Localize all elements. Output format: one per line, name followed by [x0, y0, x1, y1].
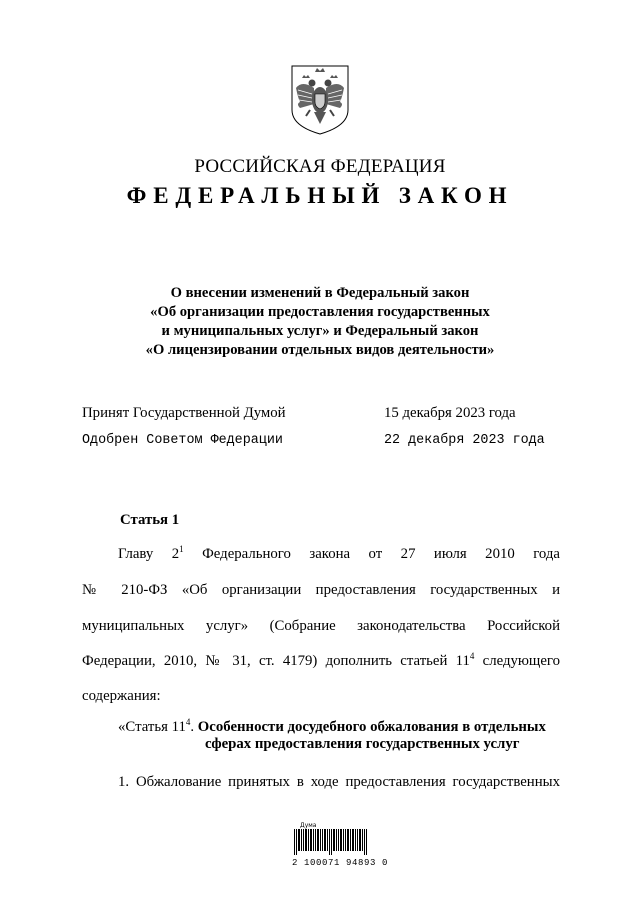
- new-article-title: Особенности досудебного обжалования в отдельных: [197, 719, 546, 735]
- article-text-line: Федерации, 2010, № 31, ст. 4179) дополнить статьей $11^4$ следующего: [82, 651, 560, 669]
- article-text-line: муниципальных услуг» (Собрание законодательства Российской: [82, 618, 560, 634]
- barcode: [292, 822, 389, 868]
- law-title-line: и муниципальных услуг» и Федеральный закон: [161, 323, 479, 339]
- new-article-prefix: «Статья 11: [118, 719, 186, 735]
- council-approval-date: 22 декабря 2023 года: [384, 433, 545, 448]
- barcode-number: 2 100071 94893 0: [292, 858, 389, 868]
- law-title-line: «О лицензировании отдельных видов деятельности»: [145, 342, 495, 358]
- article-text-line: содержания:: [82, 688, 161, 704]
- duma-adoption-label: Принят Государственной Думой: [82, 405, 286, 421]
- country-name: РОССИЙСКАЯ ФЕДЕРАЦИЯ: [194, 156, 446, 177]
- new-article-title: сферах предоставления государственных услуг: [205, 736, 520, 752]
- barcode-caption: Дума: [300, 822, 317, 829]
- point-text-line: 1. Обжалование принятых в ходе предоставления государственных: [118, 774, 560, 790]
- council-approval-label: Одобрен Советом Федерации: [82, 433, 283, 448]
- law-title-line: «Об организации предоставления государственных: [150, 304, 490, 320]
- duma-adoption-date: 15 декабря 2023 года: [384, 405, 516, 421]
- law-title-line: О внесении изменений в Федеральный закон: [170, 285, 470, 301]
- article-text-line: № 210-ФЗ «Об организации предоставления государственных и: [82, 582, 560, 598]
- barcode-icon: [292, 829, 372, 855]
- coat-of-arms-icon: [288, 64, 352, 136]
- new-article-heading: «Статья $11^4$. Особенности досудебного обжалования в отдельных сферах предоставления государственных услуг: [118, 719, 562, 753]
- law-type-heading: ФЕДЕРАЛЬНЫЙ ЗАКОН: [126, 183, 514, 208]
- article-heading: Статья 1: [120, 512, 180, 528]
- article-text-line: Главу $2^1$ Федерального закона от 27 июля 2010 года: [118, 544, 561, 562]
